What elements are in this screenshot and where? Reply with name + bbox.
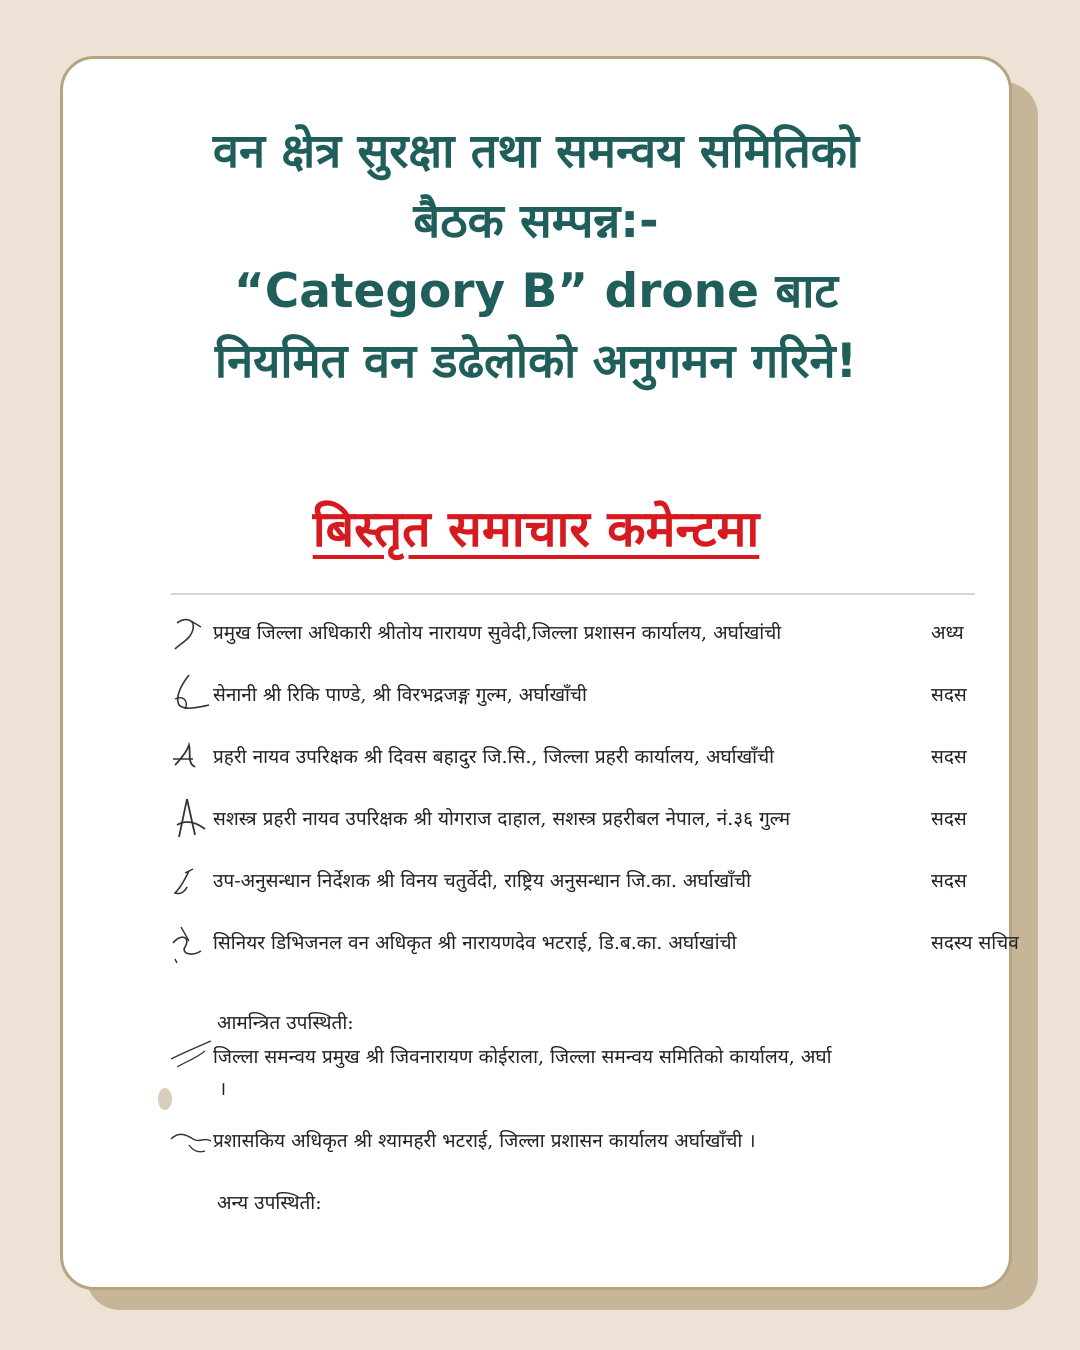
member-line: [171, 799, 991, 839]
invited-text: ।: [219, 1078, 227, 1100]
member-line: [171, 923, 1019, 963]
signature-icon: [171, 923, 215, 963]
signature-icon: [171, 737, 215, 777]
meeting-minutes-excerpt: [171, 593, 1019, 1214]
signature-icon: [171, 861, 215, 901]
signature-icon: [171, 799, 215, 839]
member-line: [171, 737, 991, 777]
headline: [103, 117, 969, 397]
invited-heading: आमन्त्रित उपस्थिती:: [217, 1012, 354, 1034]
details-in-comments-link[interactable]: बिस्तृत समाचार कमेन्टमा: [312, 500, 760, 558]
member-text: सेनानी श्री रिकि पाण्डे, श्री विरभद्रजङ्ग गुल्म, अर्घाखाँची: [213, 684, 587, 706]
member-role: सदस: [931, 746, 967, 768]
member-text: प्रहरी नायव उपरिक्षक श्री दिवस बहादुर जि.सि., जिल्ला प्रहरी कार्यालय, अर्घाखाँची: [213, 746, 775, 768]
member-text: प्रमुख जिल्ला अधिकारी श्रीतोय नारायण सुवेदी,जिल्ला प्रशासन कार्यालय, अर्घाखांची: [213, 622, 782, 644]
decorative-dot: [158, 1088, 172, 1110]
headline-line-1: वन क्षेत्र सुरक्षा तथा समन्वय समितिको: [212, 124, 860, 179]
member-role: सदस: [931, 870, 967, 892]
signature-icon: [171, 1121, 215, 1161]
member-line: [171, 613, 991, 653]
headline-line-2: बैठक सम्पन्न:-: [413, 194, 659, 249]
member-role: सदस्य सचिव: [931, 932, 1019, 954]
post-card: [60, 56, 1019, 1290]
member-text: सिनियर डिभिजनल वन अधिकृत श्री नारायणदेव भटराई, डि.ब.का. अर्घाखांची: [213, 932, 737, 954]
member-role: सदस: [931, 684, 967, 706]
invited-text: जिल्ला समन्वय प्रमुख श्री जिवनारायण कोईराला, जिल्ला समन्वय समितिको कार्यालय, अर्घा: [213, 1046, 832, 1068]
signature-icon: [171, 675, 215, 715]
others-heading: अन्य उपस्थिती:: [217, 1192, 322, 1214]
member-role: अध्य: [931, 622, 964, 644]
invited-line: [171, 1069, 991, 1109]
headline-line-3: “Category B” drone बाट: [233, 264, 839, 319]
signature-icon: [171, 613, 215, 653]
headline-line-4: नियमित वन डढेलोको अनुगमन गरिने!: [214, 334, 858, 389]
invited-text: प्रशासकिय अधिकृत श्री श्यामहरी भटराई, जिल्ला प्रशासन कार्यालय अर्घाखाँची ।: [213, 1130, 756, 1152]
member-text: उप-अनुसन्धान निर्देशक श्री विनय चतुर्वेदी, राष्ट्रिय अनुसन्धान जि.का. अर्घाखाँची: [213, 870, 752, 892]
invited-line: [171, 1121, 991, 1161]
member-role: सदस: [931, 808, 967, 830]
member-line: [171, 675, 991, 715]
member-line: [171, 861, 991, 901]
member-text: सशस्त्र प्रहरी नायव उपरिक्षक श्री योगराज दाहाल, सशस्त्र प्रहरीबल नेपाल, नं.३६ गुल्म: [213, 808, 791, 830]
